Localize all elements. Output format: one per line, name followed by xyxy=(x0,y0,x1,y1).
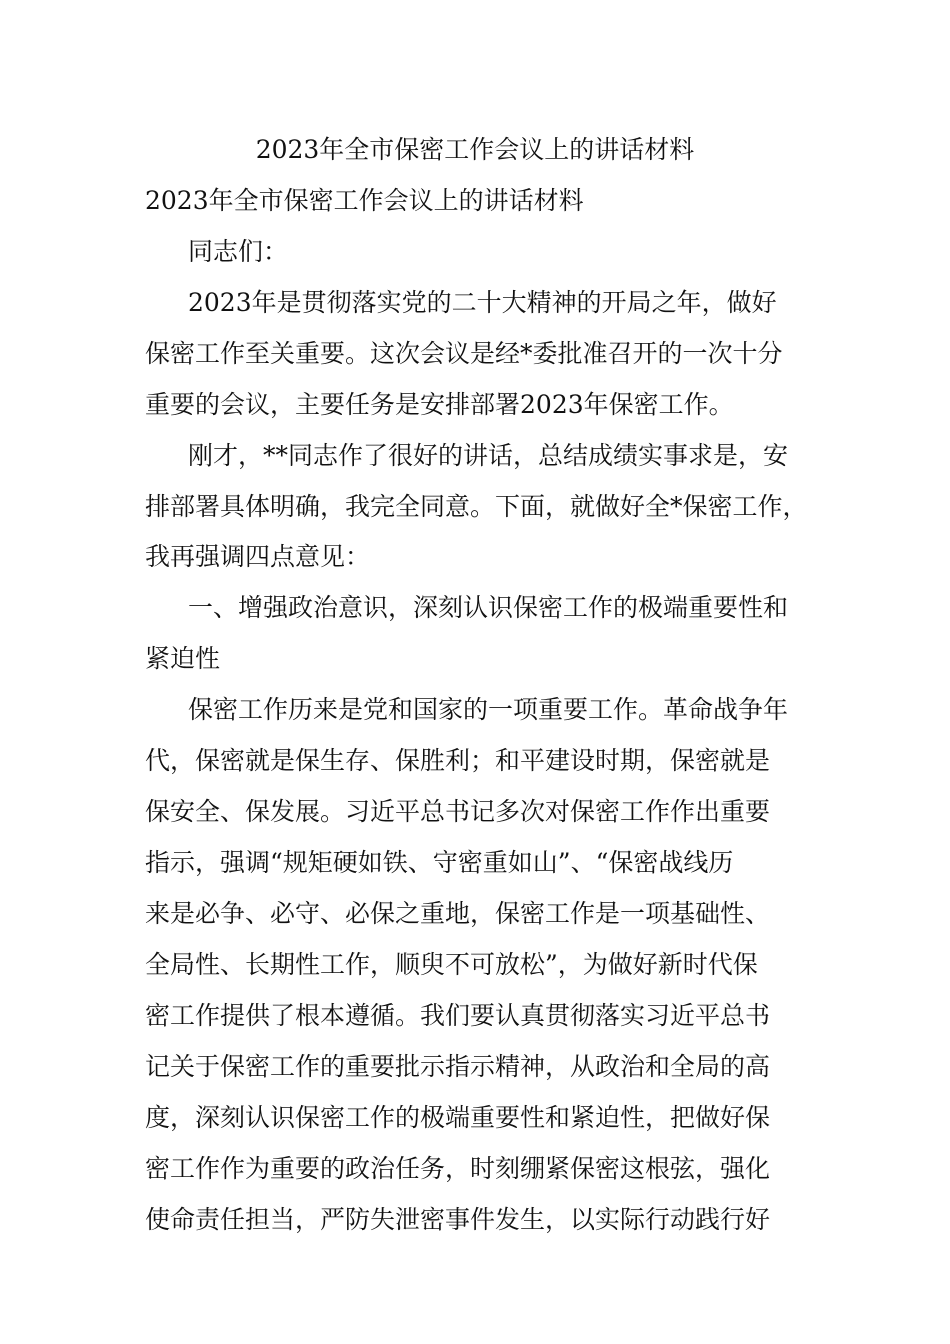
text-line: 2023年是贯彻落实党的二十大精神的开局之年，做好 xyxy=(188,288,777,317)
text-line: 全局性、长期性工作，顺臾不可放松”，为做好新时代保 xyxy=(145,950,758,979)
document-title: 2023年全市保密工作会议上的讲话材料 xyxy=(255,135,695,164)
text-line: 密工作提供了根本遵循。我们要认真贯彻落实习近平总书 xyxy=(145,1001,771,1030)
text-line: 重要的会议，主要任务是安排部署2023年保密工作。 xyxy=(145,390,734,419)
document-subtitle: 2023年全市保密工作会议上的讲话材料 xyxy=(145,186,584,215)
text-line: 保密工作历来是党和国家的一项重要工作。革命战争年 xyxy=(188,695,789,724)
section-heading: 一、增强政治意识，深刻认识保密工作的极端重要性和 xyxy=(188,593,789,622)
text-line: 密工作作为重要的政治任务，时刻绷紧保密这根弦，强化 xyxy=(145,1154,771,1183)
text-line: 来是必争、必守、必保之重地，保密工作是一项基础性、 xyxy=(145,899,771,928)
text-line: 刚才，**同志作了很好的讲话，总结成绩实事求是，安 xyxy=(188,441,789,470)
text-line: 指示，强调“规矩硬如铁、守密重如山”、“保密战线历 xyxy=(145,848,734,877)
text-line: 保安全、保发展。习近平总书记多次对保密工作作出重要 xyxy=(145,797,771,826)
text-line: 记关于保密工作的重要批示指示精神，从政治和全局的高 xyxy=(145,1052,771,1081)
text-line: 度，深刻认识保密工作的极端重要性和紧迫性，把做好保 xyxy=(145,1103,771,1132)
text-line: 排部署具体明确，我完全同意。下面，就做好全*保密工作， xyxy=(145,492,808,521)
text-line: 保密工作至关重要。这次会议是经*委批准召开的一次十分 xyxy=(145,339,783,368)
text-line: 我再强调四点意见： xyxy=(145,542,371,571)
text-line: 使命责任担当，严防失泄密事件发生，以实际行动践行好 xyxy=(145,1205,771,1234)
text-line: 代，保密就是保生存、保胜利；和平建设时期，保密就是 xyxy=(145,746,771,775)
section-heading: 紧迫性 xyxy=(145,644,221,673)
salutation: 同志们： xyxy=(188,237,289,266)
